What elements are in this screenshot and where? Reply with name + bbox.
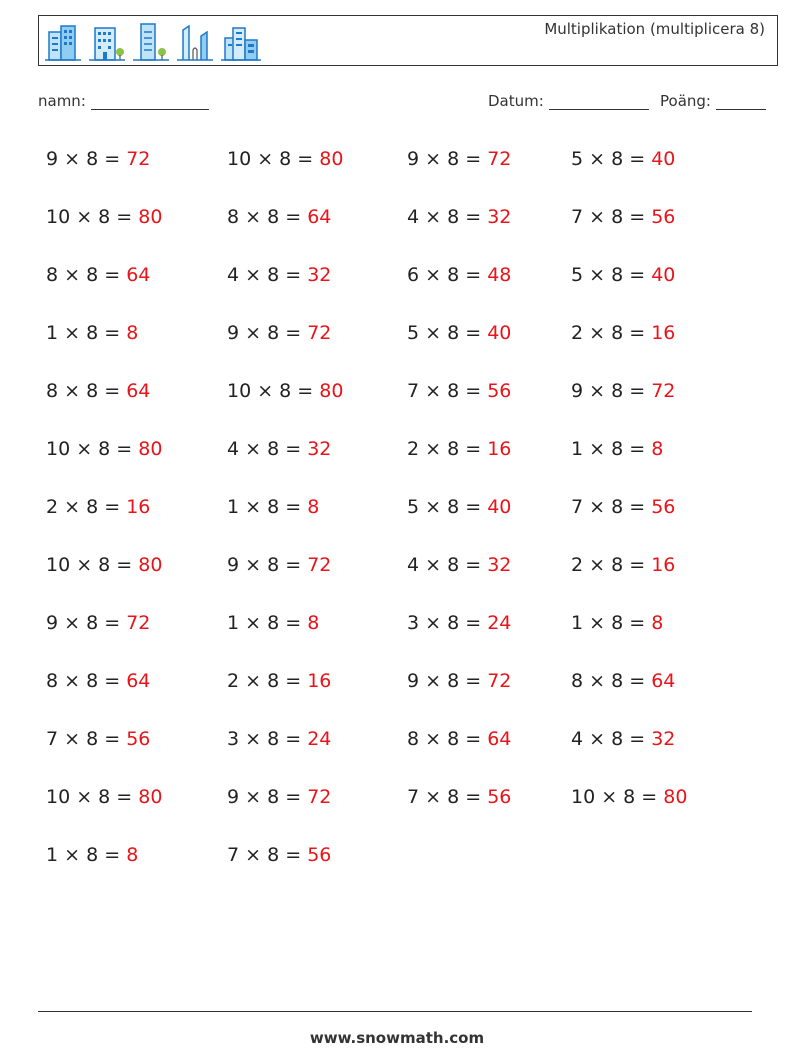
- problem-answer: 32: [651, 728, 676, 750]
- skyscrapers-icon: [177, 22, 213, 62]
- problem-answer: 24: [307, 728, 332, 750]
- problem-question: 10 × 8 =: [227, 148, 314, 170]
- problem-answer: 72: [126, 612, 151, 634]
- problem-item: [227, 612, 319, 634]
- problem-item: [46, 322, 138, 344]
- problem-item: [571, 264, 675, 286]
- problem-answer: 56: [651, 206, 676, 228]
- problem-answer: 64: [126, 670, 151, 692]
- problem-item: [46, 438, 162, 460]
- problem-question: 4 × 8 =: [407, 206, 482, 228]
- problem-question: 9 × 8 =: [407, 670, 482, 692]
- problem-answer: 48: [487, 264, 512, 286]
- problem-question: 2 × 8 =: [46, 496, 121, 518]
- problem-question: 10 × 8 =: [46, 786, 133, 808]
- date-line[interactable]: [549, 95, 649, 110]
- problem-answer: 56: [307, 844, 332, 866]
- problem-item: [407, 728, 511, 750]
- problem-item: [227, 322, 331, 344]
- problem-item: [407, 206, 511, 228]
- problem-question: 4 × 8 =: [227, 264, 302, 286]
- problem-question: 8 × 8 =: [407, 728, 482, 750]
- problem-question: 8 × 8 =: [46, 264, 121, 286]
- problem-question: 7 × 8 =: [571, 496, 646, 518]
- problem-question: 6 × 8 =: [407, 264, 482, 286]
- problem-item: [407, 264, 511, 286]
- problem-item: [407, 322, 511, 344]
- problem-question: 9 × 8 =: [571, 380, 646, 402]
- problem-answer: 80: [138, 206, 163, 228]
- problem-answer: 32: [487, 554, 512, 576]
- problem-item: [571, 438, 663, 460]
- name-label: namn:: [38, 92, 86, 110]
- problem-item: [407, 496, 511, 518]
- problem-item: [46, 728, 150, 750]
- problem-question: 10 × 8 =: [46, 206, 133, 228]
- problem-question: 7 × 8 =: [227, 844, 302, 866]
- problem-question: 4 × 8 =: [407, 554, 482, 576]
- problem-question: 3 × 8 =: [407, 612, 482, 634]
- date-label: Datum:: [488, 92, 544, 110]
- problem-item: [571, 554, 675, 576]
- problem-answer: 80: [319, 148, 344, 170]
- problem-answer: 64: [126, 380, 151, 402]
- problem-answer: 32: [307, 438, 332, 460]
- problem-question: 4 × 8 =: [227, 438, 302, 460]
- problem-question: 2 × 8 =: [227, 670, 302, 692]
- problem-question: 2 × 8 =: [407, 438, 482, 460]
- footer-url: www.snowmath.com: [309, 1029, 485, 1047]
- header-icons: [45, 22, 261, 62]
- name-field[interactable]: [38, 92, 209, 110]
- problem-answer: 40: [651, 264, 676, 286]
- header-box: [38, 15, 778, 66]
- problem-question: 9 × 8 =: [227, 786, 302, 808]
- problem-answer: 64: [651, 670, 676, 692]
- problem-item: [407, 786, 511, 808]
- problem-question: 9 × 8 =: [227, 554, 302, 576]
- problem-item: [227, 148, 343, 170]
- problem-item: [227, 728, 331, 750]
- problem-question: 1 × 8 =: [227, 496, 302, 518]
- problem-item: [46, 786, 162, 808]
- problem-answer: 24: [487, 612, 512, 634]
- problem-answer: 72: [487, 670, 512, 692]
- problem-question: 7 × 8 =: [46, 728, 121, 750]
- problem-item: [571, 728, 675, 750]
- problem-item: [227, 554, 331, 576]
- problem-answer: 72: [307, 554, 332, 576]
- problem-answer: 40: [487, 322, 512, 344]
- problem-question: 5 × 8 =: [571, 264, 646, 286]
- footer-divider: [38, 1011, 752, 1012]
- problem-item: [571, 322, 675, 344]
- problem-question: 7 × 8 =: [407, 786, 482, 808]
- problem-question: 9 × 8 =: [46, 148, 121, 170]
- problem-question: 1 × 8 =: [571, 612, 646, 634]
- problem-item: [227, 264, 331, 286]
- problem-question: 1 × 8 =: [46, 322, 121, 344]
- problem-question: 1 × 8 =: [46, 844, 121, 866]
- problem-question: 9 × 8 =: [407, 148, 482, 170]
- office-building-tree-icon: [89, 22, 125, 62]
- problem-item: [46, 206, 162, 228]
- problem-question: 2 × 8 =: [571, 554, 646, 576]
- problem-question: 5 × 8 =: [571, 148, 646, 170]
- problem-question: 10 × 8 =: [571, 786, 658, 808]
- problem-question: 10 × 8 =: [46, 438, 133, 460]
- problem-answer: 72: [487, 148, 512, 170]
- problem-item: [227, 670, 331, 692]
- problem-item: [407, 148, 511, 170]
- problem-question: 8 × 8 =: [571, 670, 646, 692]
- problem-item: [46, 496, 150, 518]
- problem-question: 1 × 8 =: [571, 438, 646, 460]
- problem-question: 4 × 8 =: [571, 728, 646, 750]
- problem-question: 10 × 8 =: [46, 554, 133, 576]
- problem-answer: 56: [487, 786, 512, 808]
- problem-answer: 80: [663, 786, 688, 808]
- problem-item: [571, 148, 675, 170]
- problem-question: 2 × 8 =: [571, 322, 646, 344]
- name-line[interactable]: [91, 95, 209, 110]
- problem-answer: 8: [126, 322, 139, 344]
- problem-item: [46, 844, 138, 866]
- problem-answer: 72: [126, 148, 151, 170]
- problem-item: [571, 206, 675, 228]
- problem-question: 3 × 8 =: [227, 728, 302, 750]
- problem-question: 5 × 8 =: [407, 322, 482, 344]
- problem-answer: 64: [487, 728, 512, 750]
- problem-answer: 8: [651, 612, 664, 634]
- problem-answer: 64: [307, 206, 332, 228]
- problem-question: 7 × 8 =: [407, 380, 482, 402]
- problem-item: [571, 786, 687, 808]
- problem-answer: 72: [307, 786, 332, 808]
- tower-tree-icon: [133, 22, 169, 62]
- score-line[interactable]: [716, 95, 766, 110]
- problem-answer: 32: [487, 206, 512, 228]
- problem-item: [227, 438, 331, 460]
- problem-answer: 56: [487, 380, 512, 402]
- problem-answer: 80: [138, 786, 163, 808]
- problem-item: [407, 438, 511, 460]
- problem-question: 10 × 8 =: [227, 380, 314, 402]
- problem-answer: 64: [126, 264, 151, 286]
- problem-item: [571, 496, 675, 518]
- problem-item: [227, 380, 343, 402]
- date-field[interactable]: [488, 92, 649, 110]
- problem-answer: 16: [651, 322, 676, 344]
- score-label: Poäng:: [660, 92, 711, 110]
- problem-item: [571, 612, 663, 634]
- problem-answer: 80: [319, 380, 344, 402]
- problem-answer: 8: [126, 844, 139, 866]
- problem-answer: 8: [307, 496, 320, 518]
- problem-item: [227, 496, 319, 518]
- problem-answer: 56: [651, 496, 676, 518]
- problem-question: 7 × 8 =: [571, 206, 646, 228]
- problem-answer: 16: [307, 670, 332, 692]
- problem-question: 1 × 8 =: [227, 612, 302, 634]
- problem-answer: 80: [138, 438, 163, 460]
- problem-question: 9 × 8 =: [46, 612, 121, 634]
- problem-answer: 40: [651, 148, 676, 170]
- worksheet-title: Multiplikation (multiplicera 8): [544, 20, 765, 38]
- problem-question: 8 × 8 =: [46, 670, 121, 692]
- problem-answer: 16: [651, 554, 676, 576]
- problem-question: 5 × 8 =: [407, 496, 482, 518]
- problem-item: [46, 264, 150, 286]
- problem-item: [46, 612, 150, 634]
- problem-answer: 80: [138, 554, 163, 576]
- problem-item: [46, 554, 162, 576]
- city-buildings-icon: [221, 22, 261, 62]
- problem-item: [407, 612, 511, 634]
- problem-item: [46, 380, 150, 402]
- problem-answer: 40: [487, 496, 512, 518]
- problem-item: [571, 380, 675, 402]
- problem-answer: 8: [651, 438, 664, 460]
- problem-answer: 72: [651, 380, 676, 402]
- problem-answer: 72: [307, 322, 332, 344]
- problem-item: [227, 786, 331, 808]
- problem-item: [227, 206, 331, 228]
- score-field[interactable]: [660, 92, 766, 110]
- problem-item: [571, 670, 675, 692]
- problem-answer: 32: [307, 264, 332, 286]
- problem-item: [46, 148, 150, 170]
- problem-item: [46, 670, 150, 692]
- building-icon: [45, 22, 81, 62]
- problem-question: 9 × 8 =: [227, 322, 302, 344]
- problem-item: [227, 844, 331, 866]
- problem-question: 8 × 8 =: [227, 206, 302, 228]
- problem-item: [407, 380, 511, 402]
- problem-answer: 8: [307, 612, 320, 634]
- problem-answer: 16: [487, 438, 512, 460]
- problem-item: [407, 554, 511, 576]
- problem-question: 8 × 8 =: [46, 380, 121, 402]
- problem-answer: 56: [126, 728, 151, 750]
- problem-item: [407, 670, 511, 692]
- problem-answer: 16: [126, 496, 151, 518]
